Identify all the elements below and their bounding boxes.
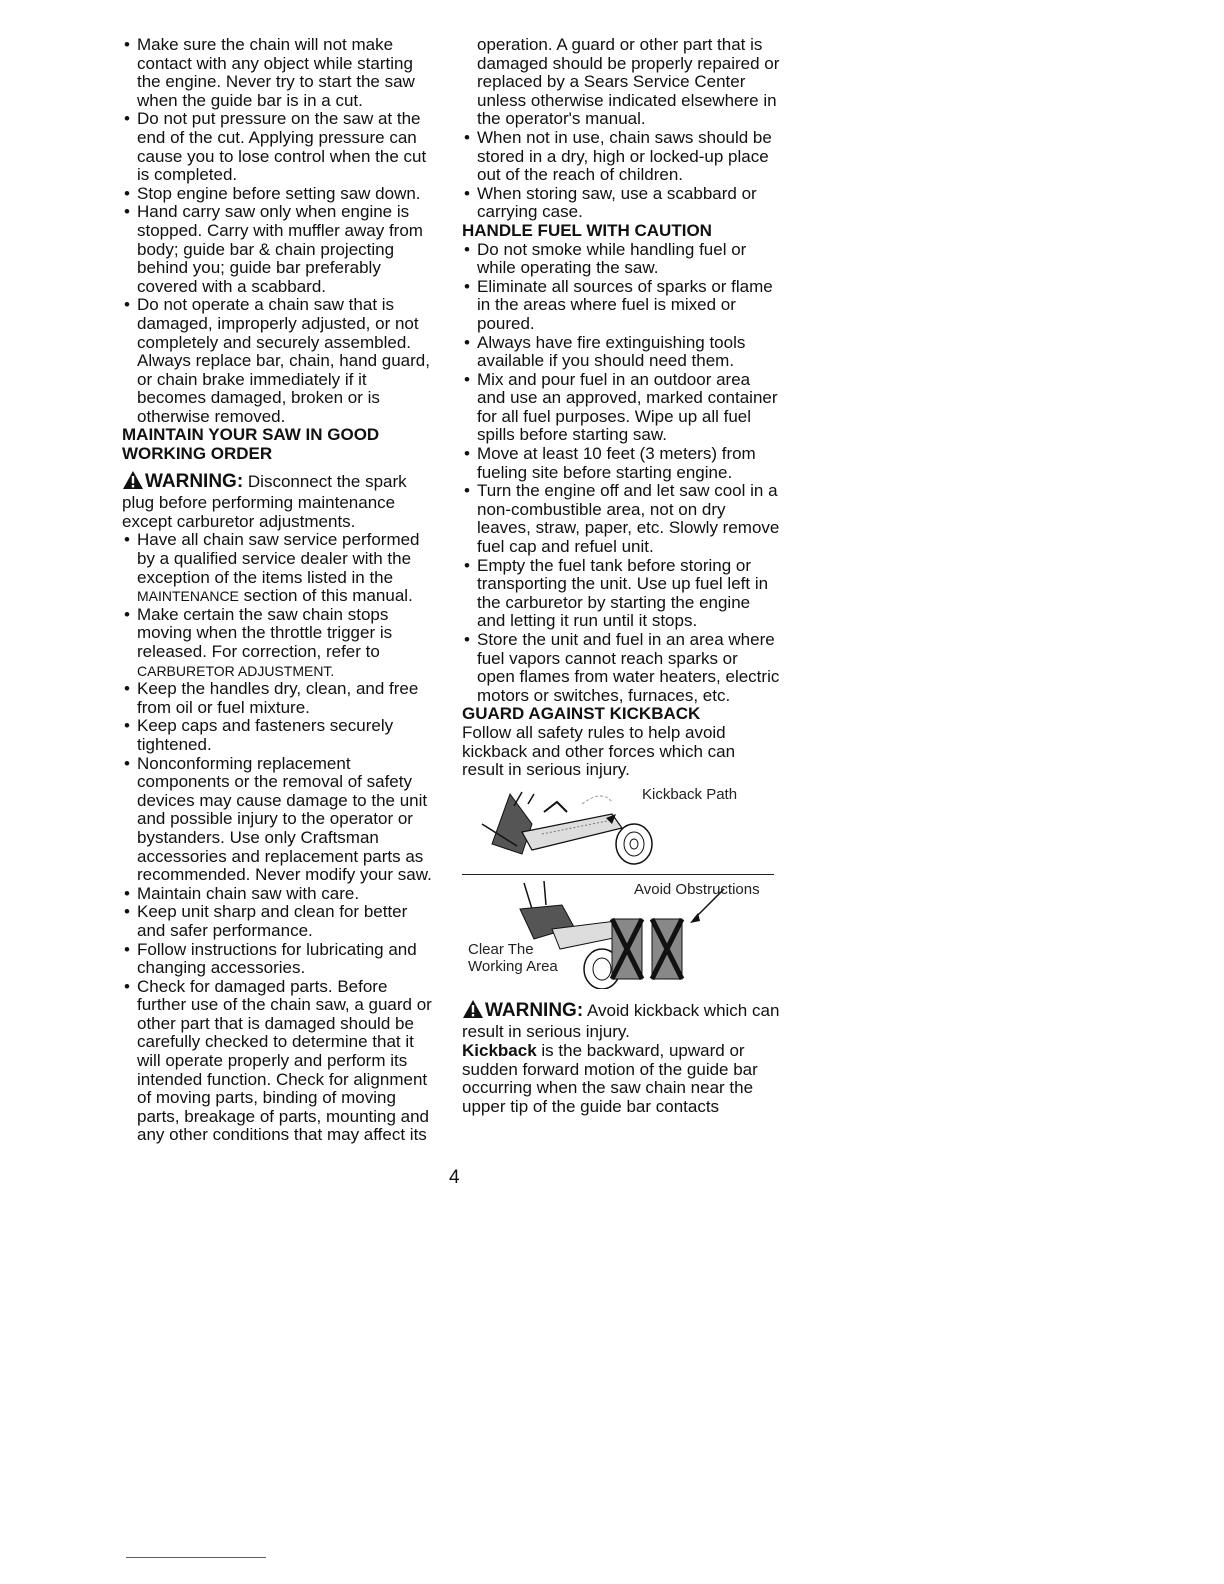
list-item: • Do not put pressure on the saw at the end of the cut. Applying pressure can cause you to lose control when the cut is completed. xyxy=(122,110,438,184)
list-item: • Move at least 10 feet (3 meters) from fueling site before starting engine. xyxy=(462,445,780,482)
kickback-heading: GUARD AGAINST KICKBACK xyxy=(462,704,701,724)
list-item: • When not in use, chain saws should be stored in a dry, high or locked-up place out of the reach of children. xyxy=(462,129,780,185)
avoid-obstructions-figure xyxy=(462,879,780,989)
maintenance-warning xyxy=(122,470,438,532)
list-item: • Check for damaged parts. Before further use of the chain saw, a guard or other part that is damaged should be carefully checked to determine that it will operate properly and perform its intended function. Check for alignment of moving parts, binding of moving parts, breakage of parts, mounting and any other conditions that may affect its xyxy=(122,978,438,1145)
kickback-path-figure xyxy=(462,784,780,870)
kickback-definition-text: is the backward, upward or sudden forward motion of the guide bar occurring when the saw chain near the upper tip of the guide bar contacts xyxy=(462,1040,758,1116)
service-bullet-text-end: section of this manual. xyxy=(243,586,413,606)
throttle-bullet-text: Make certain the saw chain stops moving when the throttle trigger is released. For correction, refer to xyxy=(137,604,393,661)
avoid-obstructions-caption: Avoid Obstructions xyxy=(634,880,760,898)
list-item: • Do not operate a chain saw that is damaged, improperly adjusted, or not completely and securely assembled. Always replace bar, chain, hand guard, or chain brake immediately if it becomes damaged, broken or is otherwise removed. xyxy=(122,296,438,426)
warning-text: Disconnect the spark plug before performing maintenance except carburetor adjustments. xyxy=(122,471,407,531)
list-item: • Keep unit sharp and clean for better and safer performance. xyxy=(122,903,438,940)
list-item: • Always have fire extinguishing tools available if you should need them. xyxy=(462,334,780,371)
intro-bullet-list xyxy=(122,36,438,426)
list-item: • Hand carry saw only when engine is stopped. Carry with muffler away from body; guide bar & chain projecting behind you; guide bar preferably covered with a scabbard. xyxy=(122,203,438,296)
list-item: • Turn the engine off and let saw cool in a non-combustible area, not on dry leaves, straw, paper, etc. Slowly remove fuel cap and refuel unit. xyxy=(462,482,780,556)
list-item: • Mix and pour fuel in an outdoor area and use an approved, marked container for all fuel purposes. Wipe up all fuel spills before starting saw. xyxy=(462,371,780,445)
maintenance-section-ref: MAINTENANCE xyxy=(137,588,239,605)
list-item: • Stop engine before setting saw down. xyxy=(122,185,438,204)
clear-working-area-caption: Clear The Working Area xyxy=(468,940,558,975)
figure-divider xyxy=(462,874,774,875)
warning-text: Avoid kickback which can result in serious injury. xyxy=(462,1000,780,1042)
list-item: • Keep caps and fasteners securely tightened. xyxy=(122,717,438,754)
list-item: • Empty the fuel tank before storing or transporting the unit. Use up fuel left in the carburetor by starting the engine and letting it run until it stops. xyxy=(462,557,780,631)
list-item: • Do not smoke while handling fuel or while operating the saw. xyxy=(462,241,780,278)
warning-label: WARNING: xyxy=(145,470,244,492)
continued-text: operation. A guard or other part that is damaged should be properly repaired or replaced by a Sears Service Center unless otherwise indicated elsewhere in the operator's manual. xyxy=(477,35,780,129)
list-item: • When storing saw, use a scabbard or carrying case. xyxy=(462,185,780,222)
list-item: • Keep the handles dry, clean, and free from oil or fuel mixture. xyxy=(122,680,438,717)
kickback-term: Kickback xyxy=(462,1040,537,1060)
list-item: • Eliminate all sources of sparks or flame in the areas where fuel is mixed or poured. xyxy=(462,278,780,334)
list-item xyxy=(122,531,438,605)
storage-bullet-list xyxy=(462,129,780,222)
list-item: • Maintain chain saw with care. xyxy=(122,885,438,904)
left-column xyxy=(122,36,438,1145)
kickback-definition xyxy=(462,1042,780,1116)
warning-triangle-icon xyxy=(462,999,484,1024)
carburetor-adjustment-ref: CARBURETOR ADJUSTMENT. xyxy=(137,662,335,679)
kickback-intro: Follow all safety rules to help avoid kickback and other forces which can result in serious injury. xyxy=(462,722,736,780)
list-item: • Store the unit and fuel in an area where fuel vapors cannot reach sparks or open flames from water heaters, electric motors or switches, furnaces, etc. xyxy=(462,631,780,705)
right-column xyxy=(462,36,780,1116)
page-number: 4 xyxy=(449,1167,460,1188)
fuel-heading: HANDLE FUEL WITH CAUTION xyxy=(462,220,712,240)
list-item: • Nonconforming replacement components or the removal of safety devices may cause damage to the unit and possible injury to the operator or bystanders. Use only Craftsman accessories and replacement parts as recommended. Never modify your saw. xyxy=(122,755,438,885)
maintain-bullet-list xyxy=(122,531,438,1145)
list-item xyxy=(122,606,438,680)
warning-label: WARNING: xyxy=(485,999,584,1021)
kickback-path-caption: Kickback Path xyxy=(642,785,738,803)
bottom-link-line xyxy=(126,1557,266,1558)
kickback-warning xyxy=(462,999,780,1042)
maintain-heading: MAINTAIN YOUR SAW IN GOOD WORKING ORDER xyxy=(122,425,380,464)
list-item: • Make sure the chain will not make contact with any object while starting the engine. Never try to start the saw when the guide bar is in a cut. xyxy=(122,36,438,110)
service-bullet-text: Have all chain saw service performed by a qualified service dealer with the exception of the items listed in the xyxy=(137,530,420,587)
fuel-bullet-list xyxy=(462,241,780,706)
list-item: • Follow instructions for lubricating and changing accessories. xyxy=(122,941,438,978)
warning-triangle-icon xyxy=(122,470,144,495)
